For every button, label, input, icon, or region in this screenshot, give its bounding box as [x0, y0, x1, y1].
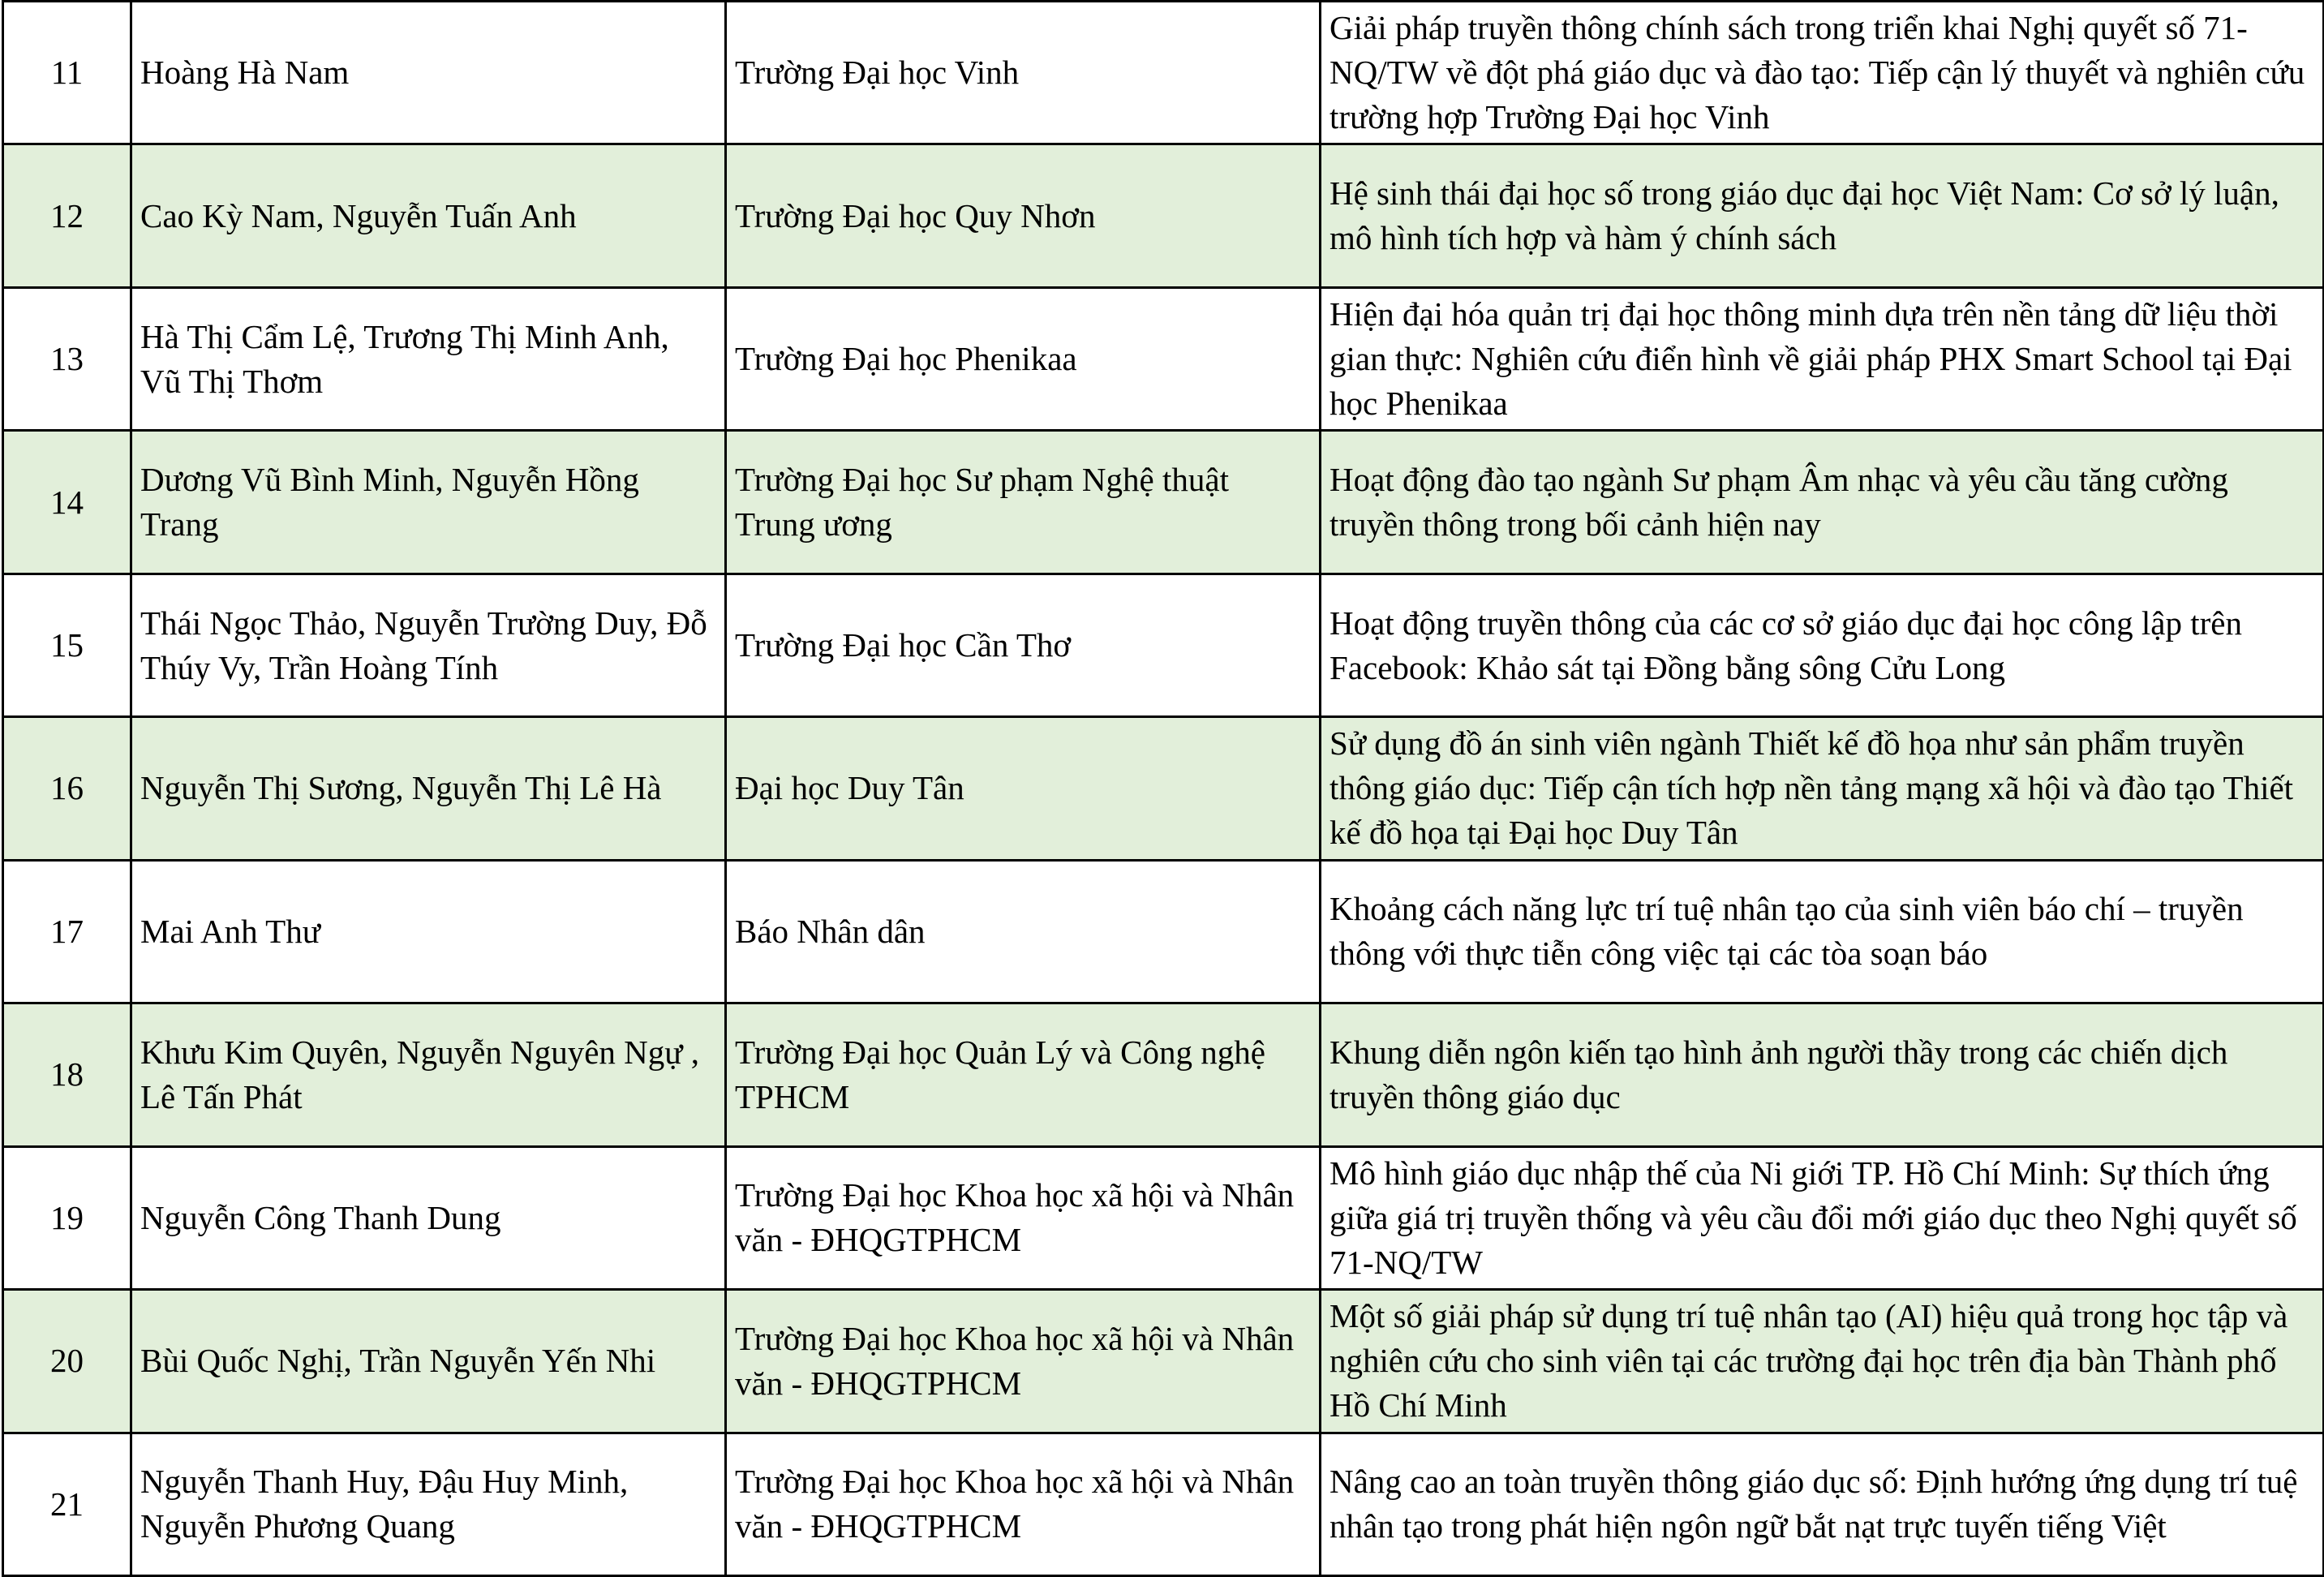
authors-cell: Dương Vũ Bình Minh, Nguyễn Hồng Trang [131, 431, 726, 574]
paper-title-cell: Mô hình giáo dục nhập thế của Ni giới TP. Hồ Chí Minh: Sự thích ứng giữa giá trị truyền thống và yêu cầu đổi mới giáo dục theo Nghị quyết số 71-NQ/TW [1321, 1146, 2324, 1289]
table-row [3, 1146, 2324, 1289]
organization-cell: Trường Đại học Khoa học xã hội và Nhân văn - ĐHQGTPHCM [726, 1433, 1321, 1575]
table-row [3, 1290, 2324, 1433]
paper-title-cell: Khoảng cách năng lực trí tuệ nhân tạo của sinh viên báo chí – truyền thông với thực tiễn công việc tại các tòa soạn báo [1321, 860, 2324, 1003]
paper-title-cell: Giải pháp truyền thông chính sách trong triển khai Nghị quyết số 71-NQ/TW về đột phá giáo dục và đào tạo: Tiếp cận lý thuyết và nghiên cứu trường hợp Trường Đại học Vinh [1321, 2, 2324, 144]
paper-title-cell: Khung diễn ngôn kiến tạo hình ảnh người thầy trong các chiến dịch truyền thông giáo dục [1321, 1003, 2324, 1146]
row-number: 21 [3, 1433, 131, 1575]
row-number: 11 [3, 2, 131, 144]
organization-cell: Trường Đại học Phenikaa [726, 287, 1321, 430]
authors-cell: Nguyễn Thanh Huy, Đậu Huy Minh, Nguyễn Phương Quang [131, 1433, 726, 1575]
authors-cell: Nguyễn Công Thanh Dung [131, 1146, 726, 1289]
row-number: 18 [3, 1003, 131, 1146]
paper-title-cell: Một số giải pháp sử dụng trí tuệ nhân tạo (AI) hiệu quả trong học tập và nghiên cứu cho sinh viên tại các trường đại học trên địa bàn Thành phố Hồ Chí Minh [1321, 1290, 2324, 1433]
table-row [3, 287, 2324, 430]
paper-title-cell: Hệ sinh thái đại học số trong giáo dục đại học Việt Nam: Cơ sở lý luận, mô hình tích hợp và hàm ý chính sách [1321, 144, 2324, 287]
organization-cell: Báo Nhân dân [726, 860, 1321, 1003]
organization-cell: Trường Đại học Khoa học xã hội và Nhân văn - ĐHQGTPHCM [726, 1146, 1321, 1289]
authors-cell: Hà Thị Cẩm Lệ, Trương Thị Minh Anh, Vũ Thị Thơm [131, 287, 726, 430]
table-row [3, 1003, 2324, 1146]
row-number: 12 [3, 144, 131, 287]
organization-cell: Trường Đại học Quy Nhơn [726, 144, 1321, 287]
row-number: 16 [3, 717, 131, 860]
organization-cell: Trường Đại học Vinh [726, 2, 1321, 144]
paper-title-cell: Nâng cao an toàn truyền thông giáo dục số: Định hướng ứng dụng trí tuệ nhân tạo trong phát hiện ngôn ngữ bắt nạt trực tuyến tiếng Việt [1321, 1433, 2324, 1575]
organization-cell: Trường Đại học Quản Lý và Công nghệ TPHCM [726, 1003, 1321, 1146]
paper-list-table [2, 0, 2324, 1577]
table-row [3, 1433, 2324, 1575]
row-number: 15 [3, 574, 131, 716]
paper-title-cell: Hiện đại hóa quản trị đại học thông minh dựa trên nền tảng dữ liệu thời gian thực: Nghiên cứu điển hình về giải pháp PHX Smart School tại Đại học Phenikaa [1321, 287, 2324, 430]
table-row [3, 2, 2324, 144]
table-row [3, 860, 2324, 1003]
row-number: 17 [3, 860, 131, 1003]
row-number: 19 [3, 1146, 131, 1289]
organization-cell: Trường Đại học Khoa học xã hội và Nhân văn - ĐHQGTPHCM [726, 1290, 1321, 1433]
table-row [3, 144, 2324, 287]
row-number: 20 [3, 1290, 131, 1433]
row-number: 13 [3, 287, 131, 430]
authors-cell: Khưu Kim Quyên, Nguyễn Nguyên Ngự , Lê Tấn Phát [131, 1003, 726, 1146]
table-row [3, 431, 2324, 574]
organization-cell: Đại học Duy Tân [726, 717, 1321, 860]
paper-title-cell: Hoạt động truyền thông của các cơ sở giáo dục đại học công lập trên Facebook: Khảo sát tại Đồng bằng sông Cửu Long [1321, 574, 2324, 716]
authors-cell: Thái Ngọc Thảo, Nguyễn Trường Duy, Đỗ Thúy Vy, Trần Hoàng Tính [131, 574, 726, 716]
authors-cell: Nguyễn Thị Sương, Nguyễn Thị Lê Hà [131, 717, 726, 860]
table-row [3, 574, 2324, 716]
row-number: 14 [3, 431, 131, 574]
authors-cell: Mai Anh Thư [131, 860, 726, 1003]
paper-title-cell: Hoạt động đào tạo ngành Sư phạm Âm nhạc và yêu cầu tăng cường truyền thông trong bối cảnh hiện nay [1321, 431, 2324, 574]
authors-cell: Hoàng Hà Nam [131, 2, 726, 144]
authors-cell: Cao Kỳ Nam, Nguyễn Tuấn Anh [131, 144, 726, 287]
table-row [3, 717, 2324, 860]
authors-cell: Bùi Quốc Nghị, Trần Nguyễn Yến Nhi [131, 1290, 726, 1433]
organization-cell: Trường Đại học Sư phạm Nghệ thuật Trung ương [726, 431, 1321, 574]
organization-cell: Trường Đại học Cần Thơ [726, 574, 1321, 716]
paper-title-cell: Sử dụng đồ án sinh viên ngành Thiết kế đồ họa như sản phẩm truyền thông giáo dục: Tiếp cận tích hợp nền tảng mạng xã hội và đào tạo Thiết kế đồ họa tại Đại học Duy Tân [1321, 717, 2324, 860]
